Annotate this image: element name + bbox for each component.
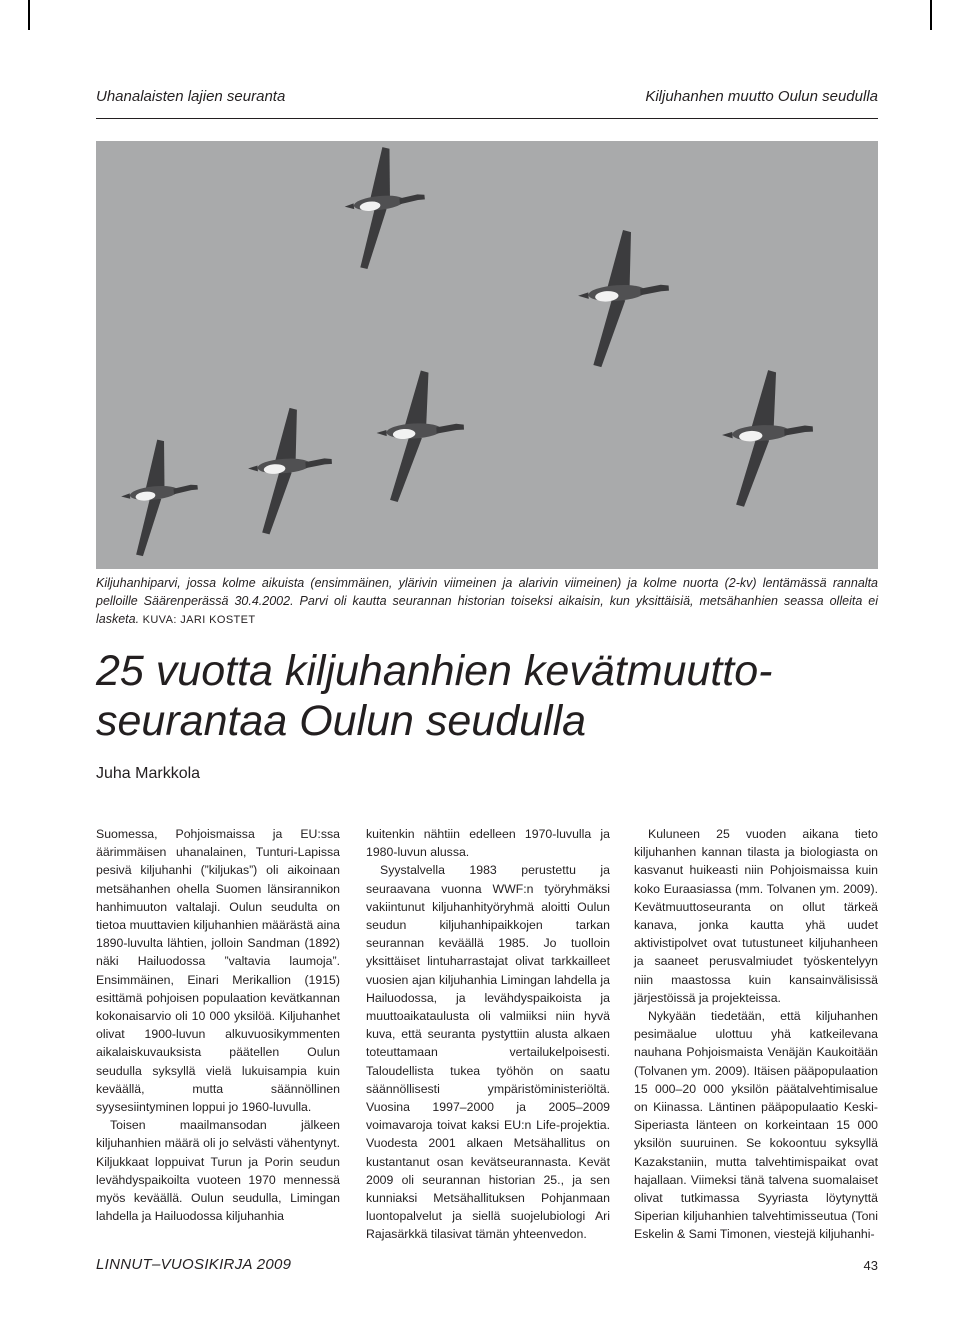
running-header-title: Kiljuhanhen muutto Oulun seudulla: [645, 88, 878, 105]
body-column-2: [366, 825, 610, 1244]
title-line-1: 25 vuotta kiljuhanhien kevätmuutto-: [96, 647, 773, 695]
caption-text: Kiljuhanhiparvi, jossa kolme aikuista (ensimmäinen, ylärivin viimeinen ja alarivin viimeinen) ja kolme nuorta (2-kv) lentämässä rannalta pelloille Säärenperässä 30.4.2002. Parvi oli kautta seurannan historian toiseksi aikaisin, kun yksittäisiä, metsähanhien seassa olleita ei lasketa.: [96, 576, 878, 626]
footer-publication: LINNUT–VUOSIKIRJA 2009: [96, 1256, 292, 1273]
article-title: [96, 646, 878, 746]
paragraph: Suomessa, Pohjoismaissa ja EU:ssa äärimmäisen uhanalainen, Tunturi-Lapissa pesivä kiljuhanhi (”kiljukas”) oli aikoinaan metsähanhen ohella Suomen länsirannikon hanhimuuton valtalaji. Oulun seudulta on tietoa muuttavien kiljuhanhien määrästä aina 1890-luvulta lähtien, jolloin Sandman (1892) näki Hailuodossa ”valtavia laumoja”. Ensimmäinen, Einari Merikallion (1915) esittämä pohjoisen populaation kevätkannan kokonaisarvio oli 10 000 yksilöä. Kiljuhanhet olivat 1900-luvun alkuvuosikymmenten aikalaiskuvauksista päätellen Oulun seudulla syksyllä vielä lukuisampia kuin keväällä, mutta säännöllinen syysesiintyminen loppui jo 1960-luvulla.: [96, 827, 340, 1115]
article-author: Juha Markkola: [96, 765, 201, 782]
running-header-section: Uhanalaisten lajien seuranta: [96, 88, 286, 105]
page-number: 43: [863, 1258, 878, 1273]
paragraph: Syystalvella 1983 perustettu ja seuraavana vuonna WWF:n työryhmäksi vakiintunut kiljuhanhityöryhmä aloitti Oulun seudun kiljuhanhipaikkojen tarkan seurannan keväällä 1985. Jo tuolloin yksittäiset lintuharrastajat olivat tarkkailleet vuosien ajan kiljuhanhia Limingan lahdella ja Hailuodossa, ja levähdyspaikoista ja muuttoaikataulusta oli valmiiksi niin hyvä kuva, että seuranta pystyttiin alusta alkaen toteuttamaan vertailukelpoisesti. Taloudellista tukea työhön on saatu säännöllisesti ympäristöministeriöltä. Vuosina 1997–2000 ja 2005–2009 voimavaroja toivat kaksi EU:n Life-projektia. Vuodesta 2001 alkaen Metsähallitus on kustantanut osan kevätseurannasta. Kevät 2009 oli seurannan historian 25., ja sen kunniaksi Metsähallituksen Pohjanmaan luontopalvelut ja siellä suojelubiologi Ari Rajasärkkä tilasivat tämän yhteenvedon.: [366, 863, 610, 1242]
photo-credit: KUVA: JARI KOSTET: [142, 614, 256, 626]
crop-mark-top-left: [28, 0, 30, 30]
crop-mark-top-right: [930, 0, 932, 30]
paragraph: Kuluneen 25 vuoden aikana tieto kiljuhanhen kannan tilasta ja biologiasta on kasvanut huikeasti niin Pohjoismaissa kuin koko Euraasiassa (mm. Tolvanen ym. 2009). Kevätmuuttoseuranta on ollut tärkeä kanava, jonka kautta yhä uudet aktivistipolvet ovat tutustuneet kiljuhanheen ja saaneet perusvalmiudet työskentelyyn niin maastossa kuin kansainvälisissä järjestöissä ja projekteissa.: [634, 827, 878, 1005]
paragraph: Nykyään tiedetään, että kiljuhanhen pesimäalue ulottuu yhä katkeilevana nauhana Pohjoismaista Venäjän Kaukoitään (Tolvanen ym. 2009). Itäisen pääpopulaation 15 000–20 000 yksilön päätalvehtimisalue on Kiinassa. Läntinen pääpopulaatio Keski-Siperiasta länteen on korkeintaan 15 000 yksilön suuruinen. Se kokoontuu syksyllä Kazakstaniin, mutta talvehtimispaikat ovat hajallaan. Viimeksi tänä talvena suomalaiset olivat tutkimassa Syyriasta löytynyttä Siperian kiljuhanhien talvehtimisseutua (Toni Eskelin & Sami Timonen, viestejä kiljuhanhi-: [634, 1009, 878, 1242]
paragraph: kuitenkin nähtiin edelleen 1970-luvulla ja 1980-luvun alussa.: [366, 827, 610, 860]
photo-caption: [96, 574, 878, 629]
geese-flock-photo: [96, 141, 878, 569]
header-rule: [96, 118, 878, 119]
body-column-3: [634, 825, 878, 1244]
title-line-2: seurantaa Oulun seudulla: [96, 697, 587, 745]
paragraph: Toisen maailmansodan jälkeen kiljuhanhien määrä oli jo selvästi vähentynyt. Kiljukkaat loppuivat Turun ja Porin seudun levähdyspaikoilta vuoteen 1970 mennessä myös keväällä. Oulun seudulla, Limingan lahdella ja Hailuodossa kiljuhanhia: [96, 1118, 340, 1224]
body-column-1: [96, 825, 340, 1225]
